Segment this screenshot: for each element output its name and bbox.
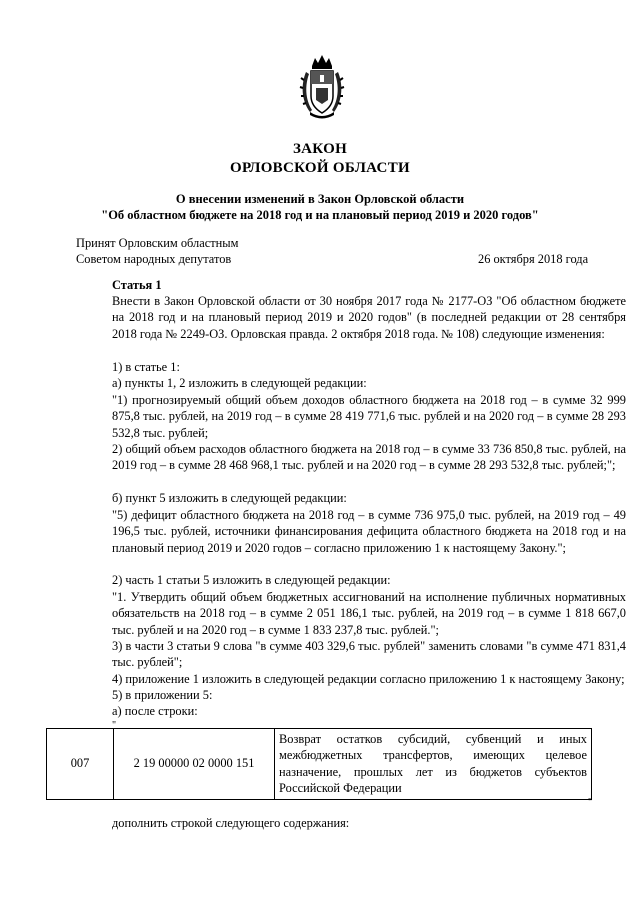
admin-code-cell: 007 [47,729,114,800]
adopted-by-line-2: Советом народных депутатов [76,252,232,266]
item-1a: а) пункты 1, 2 изложить в следующей редакции: [112,376,367,390]
coat-of-arms-icon [298,52,346,122]
item-1b: б) пункт 5 изложить в следующей редакции: [112,491,347,505]
kbk-code-cell: 2 19 00000 02 0000 151 [114,729,275,800]
article-intro: Внести в Закон Орловской области от 30 ноября 2017 года № 2177-ОЗ "Об областном бюджете на 2018 год и на плановый период 2019 и 2020 годов" (в последней редакции от 28 сентября 2018 года № 2249-ОЗ. Орловская правда. 2 октября 2018 года. № 108) следующие изменения: [112,294,626,341]
issuing-authority-title: ОРЛОВСКОЙ ОБЛАСТИ [230,160,410,176]
item-1: 1) в статье 1: [112,360,180,374]
law-subject-line-1: О внесении изменений в Закон Орловской области [175,192,465,206]
supplement-instruction: дополнить строкой следующего содержания: [112,816,350,830]
article-heading: Статья 1 [112,278,162,292]
budget-line-table [46,728,592,800]
document-type-title: ЗАКОН [292,141,348,157]
item-2: 2) часть 1 статьи 5 изложить в следующей редакции: [112,573,391,587]
item-2-obligations: "1. Утвердить общий объем бюджетных ассигнований на исполнение публичных нормативных обязательств на 2018 год – в сумме 2 051 186,1 тыс. рублей, на 2019 год – в сумме 1 818 667,0 тыс. рублей и на 2020 год – в сумме 1 833 237,8 тыс. рублей."; [112,590,626,637]
item-5a: а) после строки: [112,704,198,718]
item-1b-deficit: "5) дефицит областного бюджета на 2018 год – в сумме 736 975,0 тыс. рублей, на 2019 год – 49 196,5 тыс. рублей, источники финансирования дефицита областного бюджета на 2018 год и на плановый период 2019 и 2020 годов – согласно приложению 1 к настоящему Закону."; [112,508,626,555]
law-subject-line-2: "Об областном бюджете на 2018 год и на плановый период 2019 и 2020 годов" [101,208,539,222]
item-5: 5) в приложении 5: [112,688,213,702]
adopted-by-line-1: Принят Орловским областным [76,236,239,250]
item-4: 4) приложение 1 изложить в следующей редакции согласно приложению 1 к настоящему Закону; [112,672,625,686]
item-3: 3) в части 3 статьи 9 слова "в сумме 403 329,6 тыс. рублей" заменить словами "в сумме 471 831,4 тыс. рублей"; [112,639,626,670]
item-1a-expenditure: 2) общий объем расходов областного бюджета на 2018 год – в сумме 33 736 850,8 тыс. рублей, на 2019 год – в сумме 28 468 968,1 тыс. рублей и на 2020 год – в сумме 28 293 532,8 тыс. рублей;"; [112,442,626,473]
closing-quote: " [588,797,593,808]
table-row [47,729,592,800]
item-1a-revenue: "1) прогнозируемый общий объем доходов областного бюджета на 2018 год – в сумме 32 999 875,8 тыс. рублей, на 2019 год – в сумме 28 419 771,6 тыс. рублей и на 2020 год – в сумме 28 293 532,8 тыс. рублей; [112,393,626,440]
revenue-name-cell: Возврат остатков субсидий, субвенций и иных межбюджетных трансфертов, имеющих целевое назначение, прошлых лет из бюджетов субъектов Российской Федерации [275,729,592,800]
opening-quote: " [112,720,117,731]
adoption-date: 26 октября 2018 года [478,252,589,266]
